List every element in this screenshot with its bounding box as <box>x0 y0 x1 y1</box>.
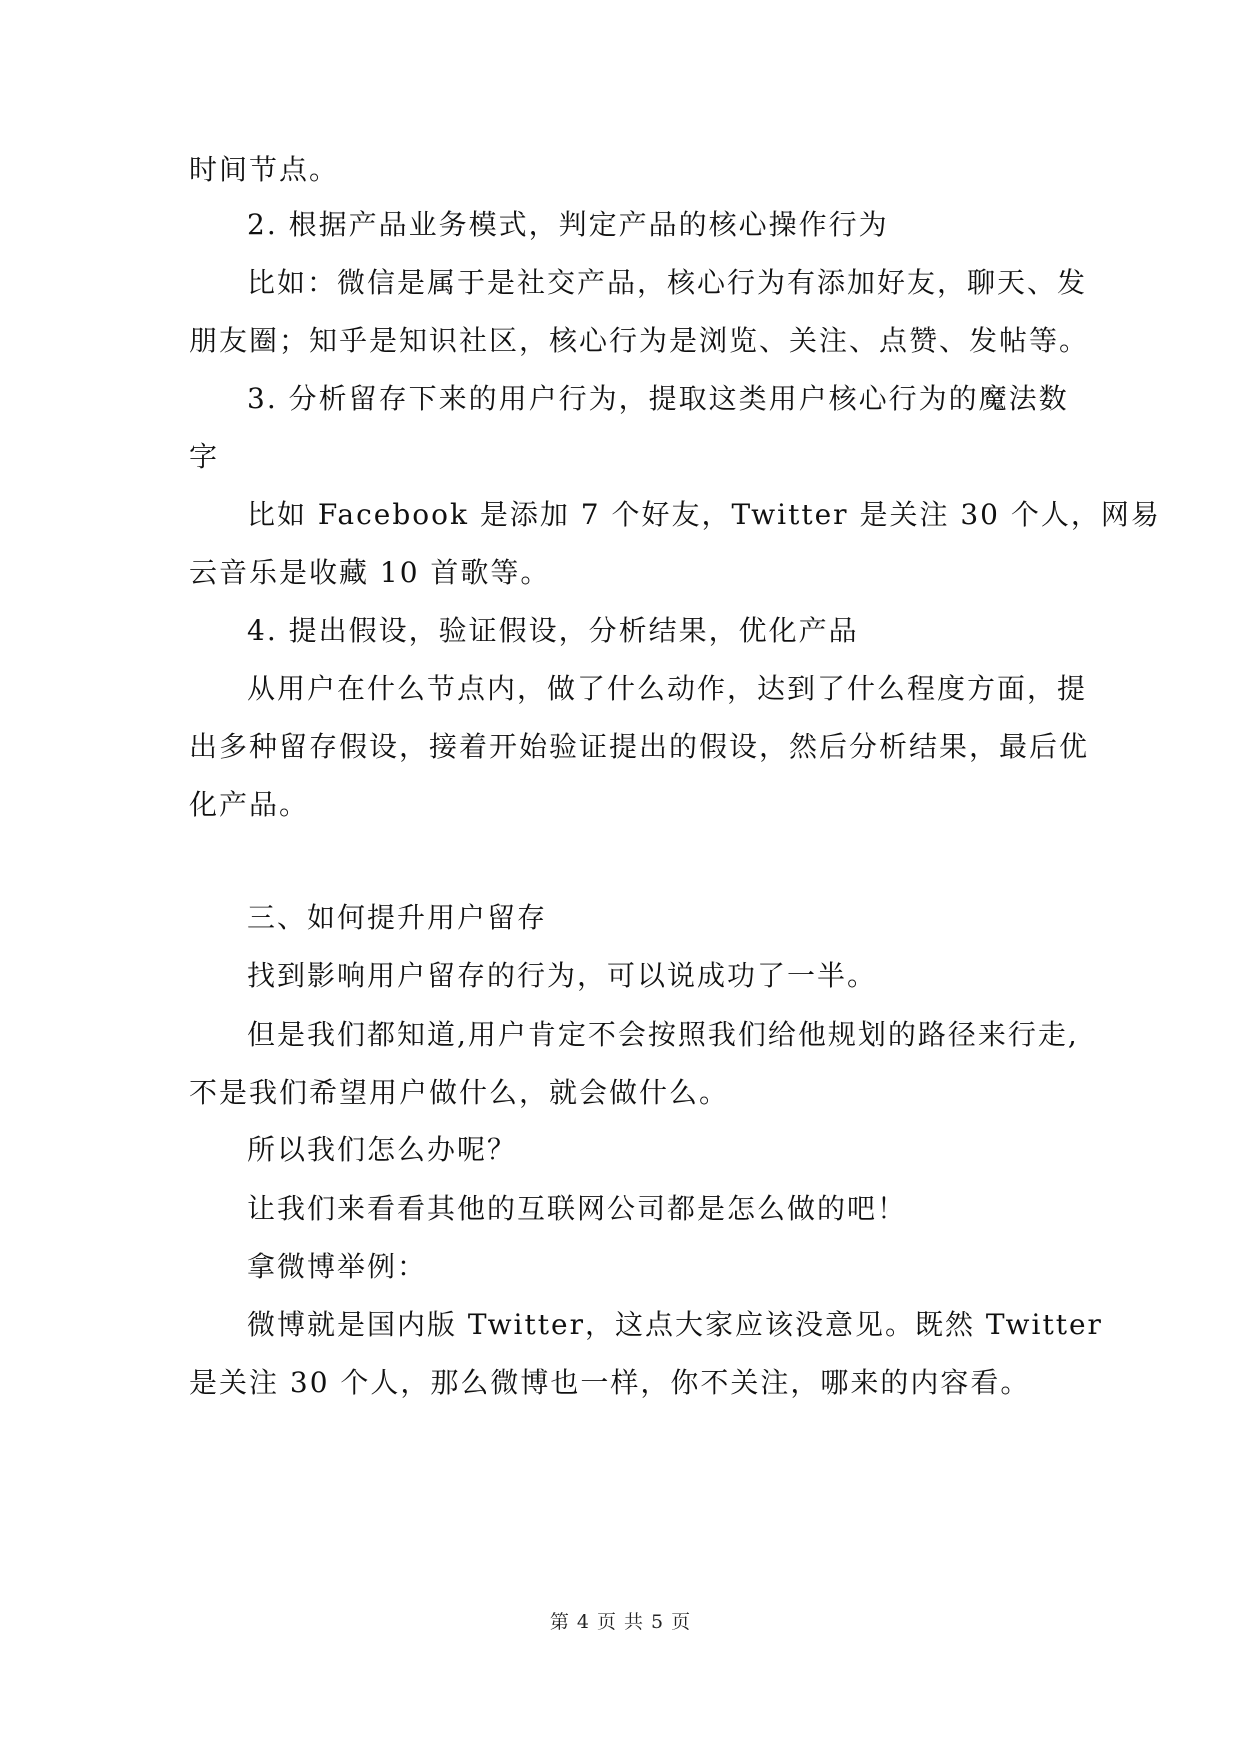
page-number-footer: 第 4 页 共 5 页 <box>549 1611 692 1633</box>
paragraph-line: 化产品。 <box>189 788 310 821</box>
paragraph-line: 拿微博举例： <box>247 1250 428 1283</box>
numbered-step-heading: 4. 提出假设，验证假设，分析结果，优化产品 <box>247 614 859 647</box>
paragraph-line: 比如：微信是属于是社交产品，核心行为有添加好友，聊天、发 <box>247 266 1088 299</box>
paragraph-line: 时间节点。 <box>189 153 340 186</box>
paragraph-line: 不是我们希望用户做什么，就会做什么。 <box>189 1076 730 1109</box>
paragraph-line: 找到影响用户留存的行为，可以说成功了一半。 <box>247 959 878 992</box>
paragraph-line: 所以我们怎么办呢？ <box>247 1133 518 1166</box>
paragraph-line: 但是我们都知道,用户肯定不会按照我们给他规划的路径来行走, <box>247 1018 1079 1051</box>
numbered-step-heading: 3. 分析留存下来的用户行为，提取这类用户核心行为的魔法数 <box>247 382 1069 415</box>
paragraph-line: 字 <box>189 440 220 473</box>
paragraph-line: 让我们来看看其他的互联网公司都是怎么做的吧！ <box>247 1192 908 1225</box>
paragraph-line: 朋友圈；知乎是知识社区，核心行为是浏览、关注、点赞、发帖等。 <box>189 324 1090 357</box>
paragraph-line: 出多种留存假设，接着开始验证提出的假设，然后分析结果，最后优 <box>189 730 1090 763</box>
paragraph-line: 从用户在什么节点内，做了什么动作，达到了什么程度方面，提 <box>247 672 1088 705</box>
paragraph-line: 比如 Facebook 是添加 7 个好友，Twitter 是关注 30 个人，网易 <box>247 498 1161 531</box>
section-heading: 三、如何提升用户留存 <box>247 901 548 934</box>
numbered-step-heading: 2. 根据产品业务模式，判定产品的核心操作行为 <box>247 208 889 241</box>
paragraph-line: 云音乐是收藏 10 首歌等。 <box>189 556 551 589</box>
paragraph-line: 微博就是国内版 Twitter，这点大家应该没意见。既然 Twitter <box>247 1308 1103 1341</box>
paragraph-line: 是关注 30 个人，那么微博也一样，你不关注，哪来的内容看。 <box>189 1366 1031 1399</box>
